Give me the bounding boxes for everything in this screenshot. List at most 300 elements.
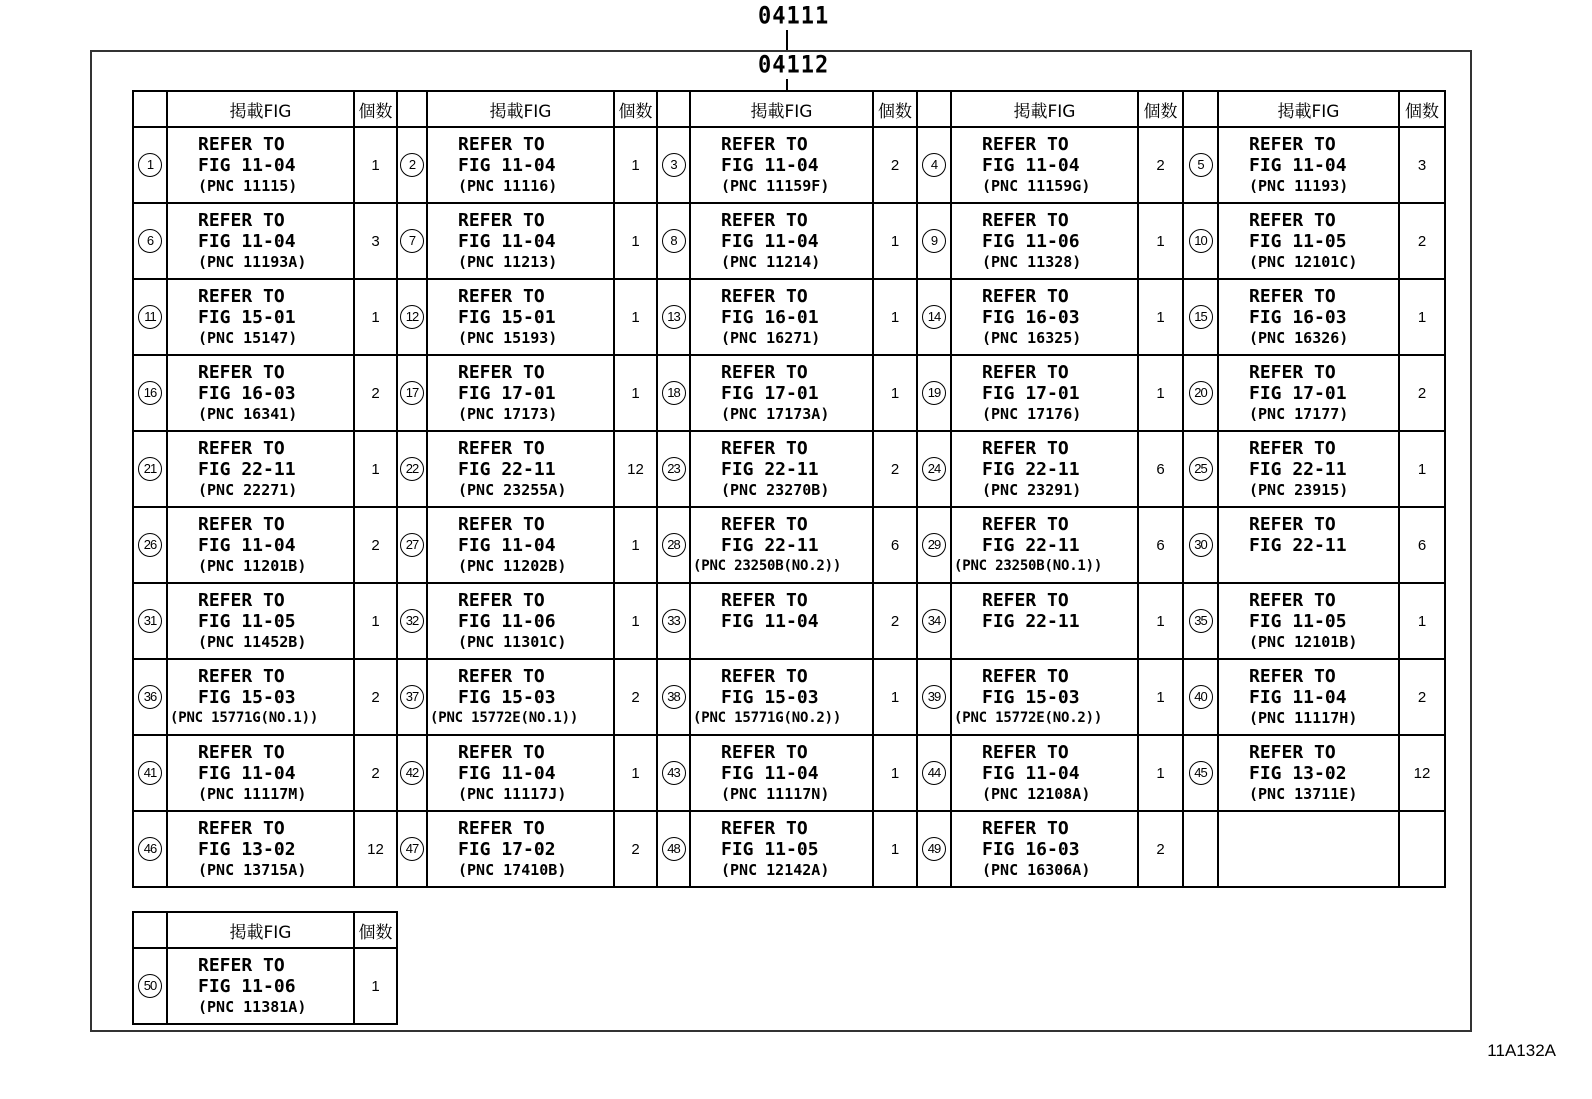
fig-number-text: FIG 11-04	[458, 230, 556, 252]
pnc-text: (PNC 15772E(NO.2))	[954, 709, 1103, 726]
refer-to-text: REFER TO	[721, 665, 808, 687]
item-number-badge: 29	[922, 533, 946, 557]
item-number-cell	[1183, 203, 1218, 279]
header-qty-cell: 個数	[354, 912, 397, 948]
refer-to-text: REFER TO	[458, 817, 545, 839]
item-number-badge: 13	[662, 305, 686, 329]
item-number-badge: 28	[662, 533, 686, 557]
inner-ref-label: 04112	[758, 51, 830, 80]
refer-to-text: REFER TO	[982, 437, 1069, 459]
item-number-badge: 3	[662, 153, 686, 177]
header-blank-cell	[1183, 91, 1218, 127]
table-row	[133, 583, 1445, 659]
item-reference-cell	[1218, 203, 1399, 279]
refer-to-text: REFER TO	[721, 361, 808, 383]
table-row	[133, 279, 1445, 355]
item-number-cell	[397, 431, 427, 507]
item-reference-cell	[690, 811, 873, 887]
item-quantity-cell: 6	[1399, 507, 1445, 583]
item-reference-cell	[1218, 583, 1399, 659]
item-number-cell	[917, 735, 951, 811]
item-reference-cell	[427, 811, 614, 887]
item-number-cell	[133, 203, 167, 279]
header-fig-cell: 掲載FIG	[427, 91, 614, 127]
item-number-cell	[397, 279, 427, 355]
pnc-text	[952, 632, 1137, 653]
item-reference-cell	[951, 431, 1138, 507]
header-blank-cell	[917, 91, 951, 127]
refer-to-text: REFER TO	[1249, 589, 1336, 611]
table-row	[133, 811, 1445, 887]
item-reference-cell	[167, 583, 354, 659]
item-quantity-cell: 1	[873, 355, 917, 431]
pnc-text: (PNC 12101B)	[1249, 632, 1358, 651]
item-number-cell	[657, 583, 690, 659]
item-quantity-cell: 2	[873, 127, 917, 203]
fig-number-text: FIG 11-05	[721, 838, 819, 860]
refer-to-text: REFER TO	[198, 513, 285, 535]
item-quantity-cell: 3	[354, 203, 397, 279]
refer-to-text: REFER TO	[982, 361, 1069, 383]
pnc-text: (PNC 17410B)	[458, 860, 567, 879]
item-reference-cell	[951, 127, 1138, 203]
item-reference-cell	[1218, 659, 1399, 735]
item-reference-cell	[167, 659, 354, 735]
refer-to-text: REFER TO	[1249, 513, 1336, 535]
item-number-badge: 41	[138, 761, 162, 785]
refer-to-text: REFER TO	[458, 209, 545, 231]
item-number-badge: 23	[662, 457, 686, 481]
pnc-text: (PNC 15771G(NO.2))	[693, 709, 842, 726]
item-reference-cell	[951, 507, 1138, 583]
table-row	[133, 431, 1445, 507]
pnc-text	[691, 632, 872, 653]
table-header-row	[133, 91, 1445, 127]
fig-number-text: FIG 16-03	[1249, 306, 1347, 328]
item-reference-cell	[951, 279, 1138, 355]
item-quantity-cell: 1	[1399, 279, 1445, 355]
item-number-badge: 15	[1189, 305, 1213, 329]
header-qty-cell: 個数	[354, 91, 397, 127]
item-number-cell	[1183, 127, 1218, 203]
pnc-text: (PNC 16271)	[721, 328, 821, 347]
item-quantity-cell: 2	[354, 507, 397, 583]
table-row	[133, 507, 1445, 583]
header-qty-cell: 個数	[1399, 91, 1445, 127]
fig-number-text: FIG 22-11	[458, 458, 556, 480]
item-quantity-cell: 1	[1138, 203, 1183, 279]
item-number-badge: 16	[138, 381, 162, 405]
pnc-text: (PNC 15147)	[198, 328, 298, 347]
item-number-cell	[657, 279, 690, 355]
fig-number-text: FIG 11-04	[1249, 686, 1347, 708]
item-quantity-cell: 1	[354, 583, 397, 659]
pnc-text: (PNC 16306A)	[982, 860, 1091, 879]
fig-number-text: FIG 22-11	[982, 610, 1080, 632]
item-reference-cell	[167, 948, 354, 1024]
item-number-badge: 27	[400, 533, 424, 557]
item-number-cell	[917, 203, 951, 279]
item-reference-cell	[690, 431, 873, 507]
empty-number-cell	[1183, 811, 1218, 887]
fig-number-text: FIG 16-01	[721, 306, 819, 328]
item-number-badge: 20	[1189, 381, 1213, 405]
item-number-badge: 43	[662, 761, 686, 785]
item-quantity-cell: 1	[1138, 355, 1183, 431]
item-quantity-cell: 2	[1138, 127, 1183, 203]
item-number-cell	[657, 127, 690, 203]
fig-number-text: FIG 11-05	[1249, 230, 1347, 252]
pnc-text: (PNC 12101C)	[1249, 252, 1358, 271]
item-reference-cell	[427, 279, 614, 355]
item-quantity-cell: 1	[1138, 583, 1183, 659]
fig-number-text: FIG 11-04	[721, 610, 819, 632]
top-ref-label: 04111	[758, 2, 830, 31]
fig-number-text: FIG 11-06	[198, 975, 296, 997]
item-number-cell	[397, 583, 427, 659]
item-reference-cell	[167, 279, 354, 355]
refer-to-text: REFER TO	[198, 817, 285, 839]
item-quantity-cell: 1	[614, 127, 657, 203]
item-reference-cell	[427, 127, 614, 203]
item-number-badge: 50	[138, 974, 162, 998]
pnc-text: (PNC 17173A)	[721, 404, 830, 423]
refer-to-text: REFER TO	[1249, 437, 1336, 459]
pnc-text: (PNC 22271)	[198, 480, 298, 499]
item-reference-cell	[690, 507, 873, 583]
item-reference-cell	[167, 355, 354, 431]
refer-to-text: REFER TO	[198, 437, 285, 459]
refer-to-text: REFER TO	[458, 665, 545, 687]
fig-number-text: FIG 22-11	[721, 534, 819, 556]
item-quantity-cell: 1	[614, 279, 657, 355]
refer-to-text: REFER TO	[198, 741, 285, 763]
item-reference-cell	[427, 431, 614, 507]
item-reference-cell	[690, 203, 873, 279]
item-number-cell	[657, 811, 690, 887]
item-number-badge: 44	[922, 761, 946, 785]
item-number-badge: 19	[922, 381, 946, 405]
fig-number-text: FIG 17-01	[721, 382, 819, 404]
item-number-cell	[917, 431, 951, 507]
item-number-badge: 36	[138, 685, 162, 709]
refer-to-text: REFER TO	[721, 437, 808, 459]
item-number-cell	[657, 735, 690, 811]
pnc-text: (PNC 16341)	[198, 404, 298, 423]
item-number-cell	[397, 811, 427, 887]
item-number-cell	[1183, 507, 1218, 583]
item-number-cell	[133, 659, 167, 735]
item-number-cell	[133, 279, 167, 355]
item-number-cell	[133, 127, 167, 203]
fig-number-text: FIG 11-04	[982, 154, 1080, 176]
refer-to-text: REFER TO	[982, 665, 1069, 687]
pnc-text: (PNC 23291)	[982, 480, 1082, 499]
item-reference-cell	[167, 431, 354, 507]
fig-number-text: FIG 22-11	[1249, 534, 1347, 556]
table-row	[133, 659, 1445, 735]
item-quantity-cell: 12	[1399, 735, 1445, 811]
header-fig-cell: 掲載FIG	[167, 912, 354, 948]
fig-number-text: FIG 15-03	[198, 686, 296, 708]
item-reference-cell	[951, 583, 1138, 659]
refer-to-text: REFER TO	[1249, 361, 1336, 383]
fig-number-text: FIG 11-04	[458, 534, 556, 556]
header-blank-cell	[133, 91, 167, 127]
item-quantity-cell: 12	[354, 811, 397, 887]
item-reference-cell	[951, 735, 1138, 811]
item-quantity-cell: 1	[614, 203, 657, 279]
pnc-text: (PNC 11159G)	[982, 176, 1091, 195]
item-quantity-cell: 2	[873, 431, 917, 507]
item-reference-cell	[167, 811, 354, 887]
refer-to-text: REFER TO	[721, 209, 808, 231]
pnc-text: (PNC 11202B)	[458, 556, 567, 575]
item-quantity-cell: 2	[614, 811, 657, 887]
fig-number-text: FIG 15-01	[198, 306, 296, 328]
table-row	[133, 355, 1445, 431]
item-number-cell	[657, 355, 690, 431]
item-number-cell	[657, 431, 690, 507]
item-quantity-cell: 1	[873, 735, 917, 811]
item-reference-cell	[167, 203, 354, 279]
pnc-text: (PNC 16325)	[982, 328, 1082, 347]
pnc-text: (PNC 15771G(NO.1))	[170, 709, 319, 726]
item-number-cell	[133, 355, 167, 431]
item-number-cell	[917, 127, 951, 203]
item-number-badge: 12	[400, 305, 424, 329]
fig-number-text: FIG 16-03	[198, 382, 296, 404]
fig-number-text: FIG 11-05	[1249, 610, 1347, 632]
table-row	[133, 203, 1445, 279]
item-number-badge: 25	[1189, 457, 1213, 481]
pnc-text: (PNC 13715A)	[198, 860, 307, 879]
pnc-text: (PNC 11159F)	[721, 176, 830, 195]
item-number-cell	[917, 355, 951, 431]
refer-to-text: REFER TO	[198, 665, 285, 687]
item-number-badge: 40	[1189, 685, 1213, 709]
item-number-cell	[917, 811, 951, 887]
item-reference-cell	[1218, 507, 1399, 583]
header-fig-cell: 掲載FIG	[690, 91, 873, 127]
item-number-badge: 8	[662, 229, 686, 253]
refer-to-text: REFER TO	[982, 209, 1069, 231]
header-fig-cell: 掲載FIG	[951, 91, 1138, 127]
top-ref-leader	[786, 30, 788, 50]
pnc-text: (PNC 11381A)	[198, 997, 307, 1016]
refer-to-text: REFER TO	[198, 209, 285, 231]
fig-number-text: FIG 11-06	[982, 230, 1080, 252]
item-reference-cell	[951, 811, 1138, 887]
item-number-badge: 31	[138, 609, 162, 633]
fig-number-text: FIG 11-04	[198, 230, 296, 252]
fig-number-text: FIG 15-03	[982, 686, 1080, 708]
item-number-badge: 22	[400, 457, 424, 481]
item-number-cell	[657, 659, 690, 735]
empty-quantity-cell	[1399, 811, 1445, 887]
item-number-badge: 37	[400, 685, 424, 709]
refer-to-text: REFER TO	[198, 285, 285, 307]
item-number-cell	[133, 811, 167, 887]
refer-to-text: REFER TO	[198, 133, 285, 155]
refer-to-text: REFER TO	[982, 589, 1069, 611]
pnc-text: (PNC 23250B(NO.2))	[693, 557, 842, 574]
pnc-text: (PNC 11214)	[721, 252, 821, 271]
pnc-text: (PNC 11213)	[458, 252, 558, 271]
fig-number-text: FIG 11-05	[198, 610, 296, 632]
item-number-cell	[133, 735, 167, 811]
item-number-badge: 2	[400, 153, 424, 177]
item-number-badge: 11	[138, 305, 162, 329]
fig-number-text: FIG 17-01	[458, 382, 556, 404]
pnc-text: (PNC 11117M)	[198, 784, 307, 803]
item-reference-cell	[427, 203, 614, 279]
fig-number-text: FIG 22-11	[721, 458, 819, 480]
item-number-badge: 30	[1189, 533, 1213, 557]
item-number-cell	[397, 355, 427, 431]
item-number-badge: 35	[1189, 609, 1213, 633]
item-quantity-cell: 1	[1138, 735, 1183, 811]
item-reference-cell	[690, 735, 873, 811]
refer-to-text: REFER TO	[458, 589, 545, 611]
refer-to-text: REFER TO	[982, 513, 1069, 535]
item-number-cell	[657, 507, 690, 583]
pnc-text: (PNC 11115)	[198, 176, 298, 195]
item-quantity-cell: 12	[614, 431, 657, 507]
fig-number-text: FIG 16-03	[982, 306, 1080, 328]
pnc-text: (PNC 23250B(NO.1))	[954, 557, 1103, 574]
item-reference-cell	[690, 279, 873, 355]
header-blank-cell	[133, 912, 167, 948]
header-blank-cell	[397, 91, 427, 127]
refer-to-text: REFER TO	[721, 285, 808, 307]
item-number-badge: 6	[138, 229, 162, 253]
item-quantity-cell: 3	[1399, 127, 1445, 203]
item-quantity-cell: 1	[614, 735, 657, 811]
item-number-badge: 49	[922, 837, 946, 861]
reference-table	[132, 90, 1446, 888]
fig-number-text: FIG 11-04	[721, 762, 819, 784]
fig-number-text: FIG 11-04	[458, 762, 556, 784]
empty-reference-cell	[1218, 811, 1399, 887]
fig-number-text: FIG 17-01	[982, 382, 1080, 404]
item-number-cell	[397, 735, 427, 811]
refer-to-text: REFER TO	[1249, 209, 1336, 231]
item-number-cell	[1183, 355, 1218, 431]
refer-to-text: REFER TO	[721, 513, 808, 535]
fig-number-text: FIG 13-02	[198, 838, 296, 860]
item-reference-cell	[1218, 279, 1399, 355]
refer-to-text: REFER TO	[721, 133, 808, 155]
refer-to-text: REFER TO	[1249, 741, 1336, 763]
pnc-text: (PNC 23255A)	[458, 480, 567, 499]
item-number-badge: 46	[138, 837, 162, 861]
item-reference-cell	[690, 127, 873, 203]
fig-number-text: FIG 11-04	[458, 154, 556, 176]
pnc-text: (PNC 11328)	[982, 252, 1082, 271]
item-reference-cell	[427, 355, 614, 431]
item-quantity-cell: 1	[1138, 659, 1183, 735]
fig-number-text: FIG 13-02	[1249, 762, 1347, 784]
refer-to-text: REFER TO	[1249, 285, 1336, 307]
fig-number-text: FIG 22-11	[198, 458, 296, 480]
item-number-badge: 39	[922, 685, 946, 709]
header-qty-cell: 個数	[614, 91, 657, 127]
item-number-cell	[397, 507, 427, 583]
pnc-text: (PNC 17173)	[458, 404, 558, 423]
item-reference-cell	[427, 583, 614, 659]
item-quantity-cell: 2	[354, 659, 397, 735]
item-number-cell	[133, 431, 167, 507]
pnc-text: (PNC 12142A)	[721, 860, 830, 879]
item-number-cell	[657, 203, 690, 279]
pnc-text: (PNC 23915)	[1249, 480, 1349, 499]
item-quantity-cell: 1	[1138, 279, 1183, 355]
item-reference-cell	[427, 735, 614, 811]
item-number-badge: 45	[1189, 761, 1213, 785]
fig-number-text: FIG 11-04	[721, 154, 819, 176]
item-number-cell	[1183, 735, 1218, 811]
item-number-cell	[917, 583, 951, 659]
item-number-badge: 34	[922, 609, 946, 633]
fig-number-text: FIG 15-01	[458, 306, 556, 328]
pnc-text	[1219, 556, 1398, 577]
item-reference-cell	[1218, 431, 1399, 507]
table-row	[133, 127, 1445, 203]
fig-number-text: FIG 17-02	[458, 838, 556, 860]
item-quantity-cell: 2	[1399, 203, 1445, 279]
item-reference-cell	[951, 203, 1138, 279]
item-quantity-cell: 1	[614, 583, 657, 659]
reference-table-extra	[132, 911, 398, 1025]
pnc-text: (PNC 23270B)	[721, 480, 830, 499]
item-number-cell	[397, 127, 427, 203]
fig-number-text: FIG 11-04	[198, 534, 296, 556]
item-number-cell	[397, 659, 427, 735]
item-reference-cell	[951, 355, 1138, 431]
refer-to-text: REFER TO	[458, 133, 545, 155]
item-quantity-cell: 2	[354, 735, 397, 811]
item-quantity-cell: 1	[873, 203, 917, 279]
refer-to-text: REFER TO	[458, 437, 545, 459]
item-quantity-cell: 1	[873, 279, 917, 355]
item-quantity-cell: 1	[354, 279, 397, 355]
item-number-badge: 14	[922, 305, 946, 329]
refer-to-text: REFER TO	[198, 361, 285, 383]
pnc-text: (PNC 17177)	[1249, 404, 1349, 423]
item-number-cell	[1183, 431, 1218, 507]
item-quantity-cell: 1	[873, 811, 917, 887]
item-number-badge: 5	[1189, 153, 1213, 177]
item-number-badge: 48	[662, 837, 686, 861]
fig-number-text: FIG 16-03	[982, 838, 1080, 860]
refer-to-text: REFER TO	[1249, 133, 1336, 155]
pnc-text: (PNC 12108A)	[982, 784, 1091, 803]
item-number-cell	[133, 948, 167, 1024]
fig-number-text: FIG 11-06	[458, 610, 556, 632]
header-fig-cell: 掲載FIG	[167, 91, 354, 127]
fig-number-text: FIG 11-04	[1249, 154, 1347, 176]
pnc-text: (PNC 11301C)	[458, 632, 567, 651]
pnc-text: (PNC 11116)	[458, 176, 558, 195]
item-quantity-cell: 1	[873, 659, 917, 735]
fig-number-text: FIG 22-11	[1249, 458, 1347, 480]
item-quantity-cell: 2	[614, 659, 657, 735]
item-number-cell	[397, 203, 427, 279]
fig-number-text: FIG 15-03	[721, 686, 819, 708]
item-number-badge: 21	[138, 457, 162, 481]
refer-to-text: REFER TO	[458, 741, 545, 763]
